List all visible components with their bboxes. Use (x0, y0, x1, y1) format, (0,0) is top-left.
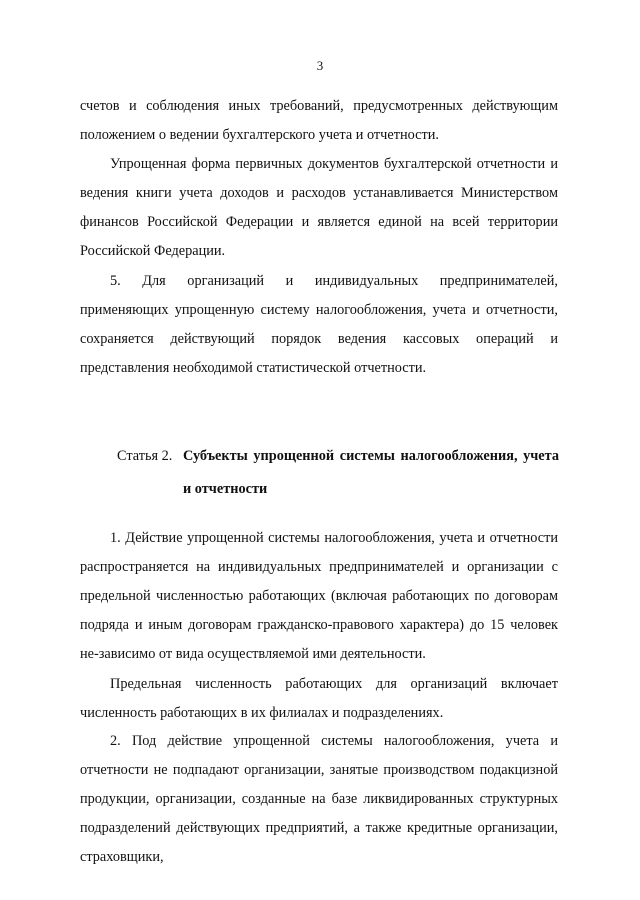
paragraph-headcount: Предельная численность работающих для организаций включает численность работающих в их филиалах и подразделениях. (80, 676, 558, 721)
article-number: Статья 2. (117, 448, 173, 464)
paragraph-item-5: 5. Для организаций и индивидуальных предпринимателей, применяющих упрощенную систему налогообложения, учета и отчетности, сохраняется действующий порядок ведения кассовых операций и представления необходимой статистической отчетности. (80, 273, 558, 376)
article-title: Субъекты упрощенной системы налогообложения, учета и отчетности (183, 448, 559, 497)
page-number: 3 (316, 58, 324, 73)
paragraph-item-2: 2. Под действие упрощенной системы налогообложения, учета и отчетности не подпадают организации, занятые производством подакцизной продукции, организации, созданные на базе ликвидированных структурных подразделений действующих предприятий, а также кредитные организации, страховщики, (80, 733, 558, 865)
paragraph-accounting-requirements: счетов и соблюдения иных требований, предусмотренных действующим положением о ведении бухгалтерского учета и отчетности. (80, 98, 558, 143)
paragraph-item-1: 1. Действие упрощенной системы налогообложения, учета и отчетности распространяется на индивидуальных предпринимателей и организации с предельной численностью работающих (включая работающих по договорам подряда и иным договорам гражданско-правового характера) до 15 человек не-зависимо от вида осуществляемой ими деятельности. (80, 530, 558, 662)
paragraph-simplified-form: Упрощенная форма первичных документов бухгалтерской отчетности и ведения книги учета доходов и расходов устанавливается Министерством финансов Российской Федерации и является единой на всей территории Российской Федерации. (80, 156, 558, 259)
